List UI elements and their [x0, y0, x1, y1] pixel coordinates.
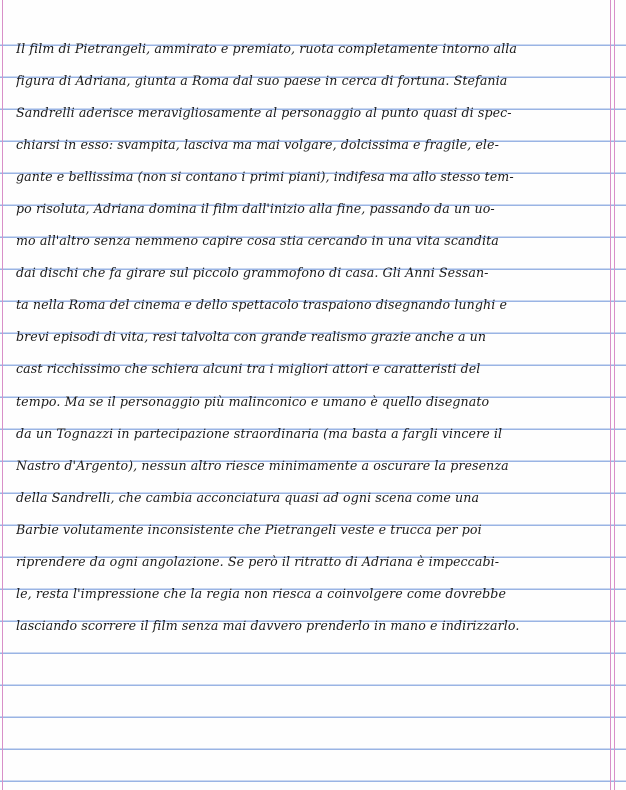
- text-line: riprendere da ogni angolazione. Se però il ritratto di Adriana è impeccabi-: [16, 553, 500, 569]
- text-line: ta nella Roma del cinema e dello spettacolo traspaiono disegnando lunghi e: [16, 297, 508, 313]
- text-line: cast ricchissimo che schiera alcuni tra i migliori attori e caratteristi del: [16, 361, 481, 377]
- text-line: Il film di Pietrangeli, ammirato e premiato, ruota completamente intorno alla: [16, 41, 517, 56]
- text-line: gante e bellissima (non si contano i primi piani), indifesa ma allo stesso tem-: [16, 169, 514, 185]
- text-line: brevi episodi di vita, resi talvolta con grande realismo grazie anche a un: [16, 329, 487, 345]
- text-line: della Sandrelli, che cambia acconciatura quasi ad ogni scena come una: [16, 489, 480, 505]
- text-line: tempo. Ma se il personaggio più malinconico e umano è quello disegnato: [16, 393, 490, 409]
- text-line: mo all'altro senza nemmeno capire cosa stia cercando in una vita scandita: [16, 233, 499, 249]
- text-line: po risoluta, Adriana domina il film dall'inizio alla fine, passando da un uo-: [16, 201, 495, 217]
- text-line: dai dischi che fa girare sul piccolo grammofono di casa. Gli Anni Sessan-: [16, 265, 489, 281]
- text-line: Barbie volutamente inconsistente che Pietrangeli veste e trucca per poi: [16, 521, 482, 537]
- text-line: Nastro d'Argento), nessun altro riesce minimamente a oscurare la presenza: [16, 457, 509, 473]
- text-line: le, resta l'impressione che la regia non riesca a coinvolgere come dovrebbe: [16, 585, 507, 601]
- left-margin-line: [2, 0, 3, 790]
- text-line: figura di Adriana, giunta a Roma dal suo paese in cerca di fortuna. Stefania: [16, 73, 508, 89]
- text-line: da un Tognazzi in partecipazione straordinaria (ma basta a fargli vincere il: [16, 425, 503, 441]
- text-line: chiarsi in esso: svampita, lasciva ma mai volgare, dolcissima e fragile, ele-: [16, 137, 499, 153]
- text-line: lasciando scorrere il film senza mai davvero prenderlo in mano e indirizzarlo.: [16, 617, 520, 633]
- right-margin-line-secondary: [614, 0, 615, 790]
- text-line: Sandrelli aderisce meravigliosamente al personaggio al punto quasi di spec-: [16, 105, 512, 121]
- handwritten-text: [16, 33, 614, 642]
